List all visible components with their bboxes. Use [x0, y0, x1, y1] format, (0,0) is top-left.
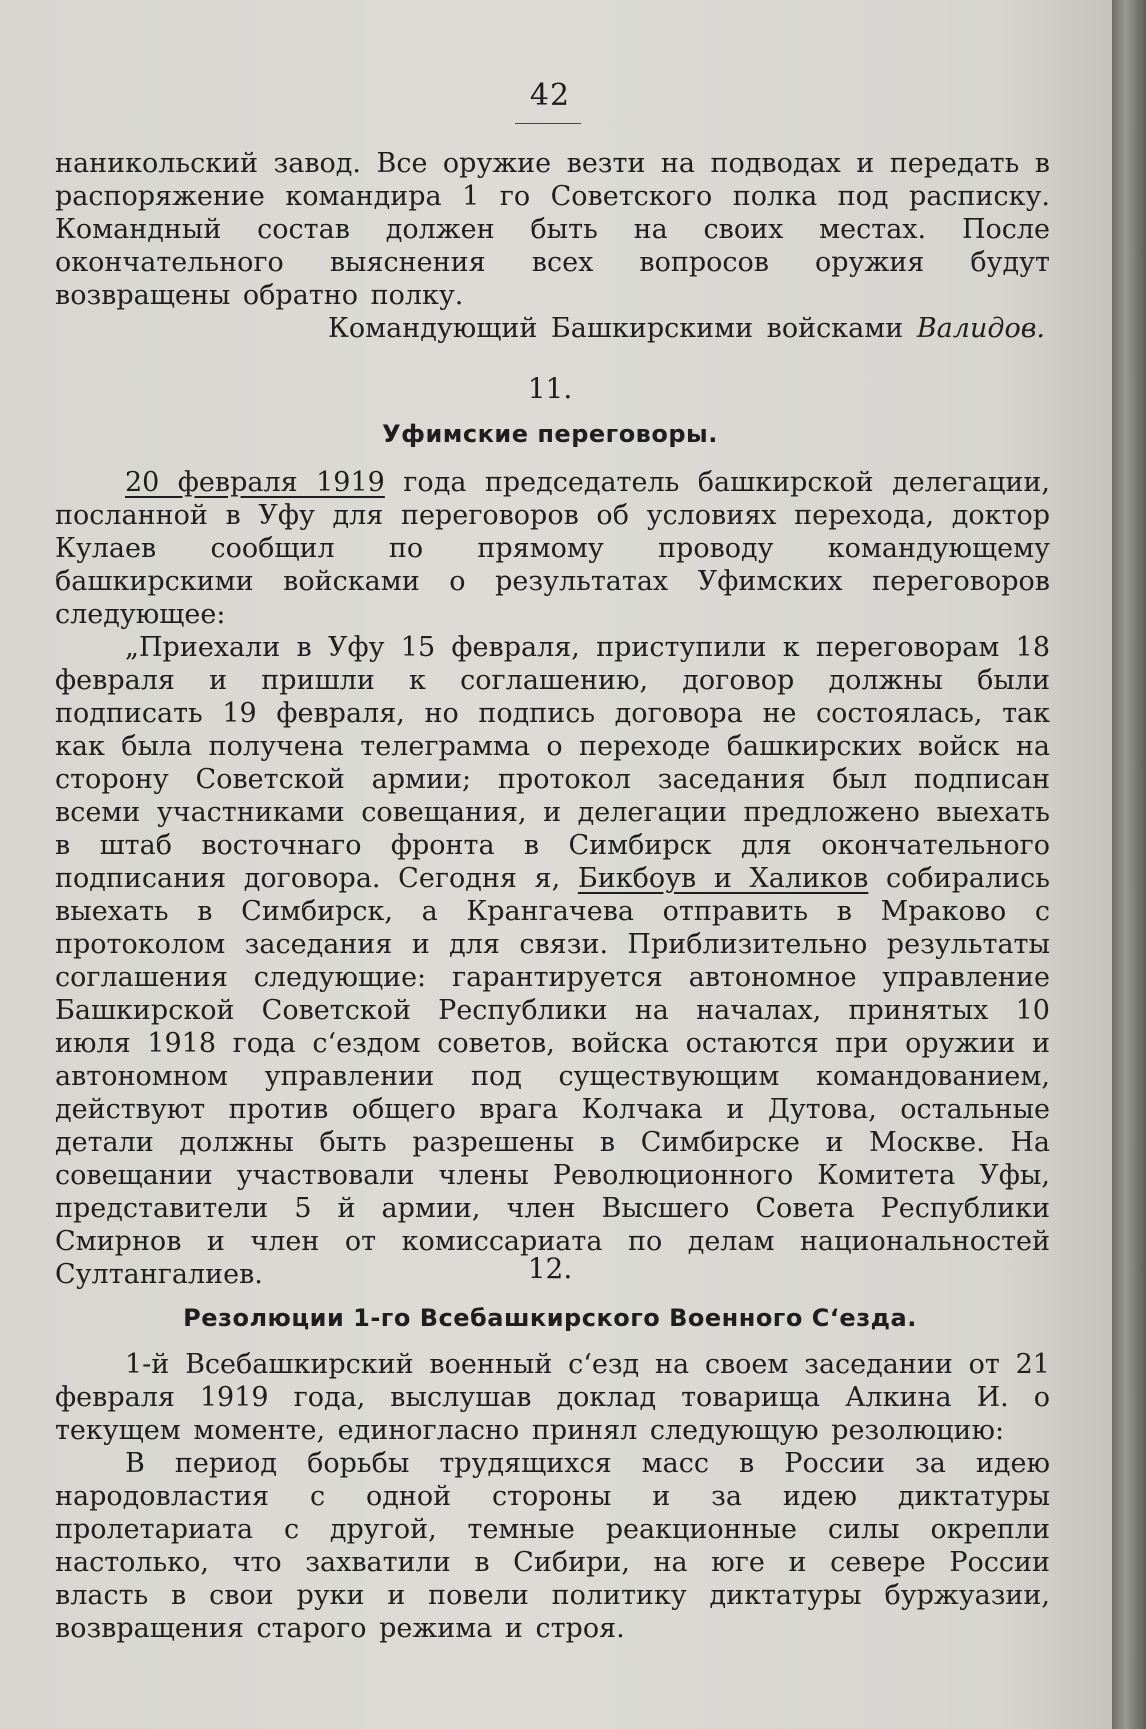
section-12-para-1: 1-й Всебашкирский военный с‘езд на своем заседании от 21 февраля 1919 года, выслушав доклад товарища Алкина И. о текущем моменте, единогласно принял следующую резолюцию:	[55, 1349, 1050, 1446]
page-number-rule	[515, 123, 581, 124]
intro-underlined-date: 20 февраля 1919	[125, 467, 385, 498]
section-11-body	[55, 466, 1050, 1291]
section-12-heading: Резолюции 1-го Всебашкирского Военного С‘езда.	[183, 1304, 917, 1332]
section-12-para-2: В период борьбы трудящихся масс в России за идею народовластия с одной стороны и за идею диктатуры пролетариата с другой, темные реакционные силы окрепли настолько, что захватили в Сибири, на юге и севере России власть в свои руки и повели политику диктатуры буржуазии, возвращения старого режима и строя.	[55, 1448, 1050, 1644]
section-11-intro	[55, 466, 1050, 631]
page-number: 42	[529, 78, 571, 113]
quote-before: „Приехали в Уфу 15 февраля, приступили к переговорам 18 февраля и пришли к соглашению, договор должны были подписать 19 февраля, но подпись договора не состоялась, так как была получена телеграмма о переходе башкирских войск на сторону Советской армии; протокол заседания был подписан всеми участниками совещания, и делегации предложено выехать в штаб восточнаго фронта в Симбирск для окончательного подписания договора. Сегодня я,	[55, 632, 1050, 894]
intro-rest: года председатель башкирской делегации, посланной в Уфу для переговоров об условиях перехода, доктор Кулаев сообщил по прямому проводу командующему башкирскими войсками о результатах Уфимских переговоров следующее:	[55, 467, 1050, 630]
top-paragraph-block	[55, 147, 1050, 312]
quote-underlined-names: Бикбоув и Халиков	[577, 863, 869, 894]
top-paragraph: наникольский завод. Все оружие везти на подводах и передать в распоряжение командира 1 го Советского полка под расписку. Командный состав должен быть на своих местах. После окончательного выяснения всех вопросов оружия будут возвращены обратно полку.	[55, 148, 1050, 311]
section-11-heading: Уфимские переговоры.	[382, 420, 718, 448]
section-11-number: 11.	[527, 372, 573, 405]
section-11-quote	[55, 631, 1050, 1291]
signature-title: Командующий Башкирскими войсками	[327, 313, 904, 344]
section-12-body	[55, 1348, 1050, 1645]
book-gutter	[1112, 0, 1146, 1729]
signature-name: Валидов.	[916, 313, 1045, 344]
section-12-number: 12.	[527, 1252, 573, 1285]
signature	[55, 312, 1045, 345]
quote-after: собирались выехать в Симбирск, а Крангачева отправить в Мраково с протоколом заседания и для связи. Приблизительно результаты соглашения следующие: гарантируется автономное управление Башкирской Советской Республики на началах, принятых 10 июля 1918 года с‘ездом советов, войска остаются при оружии и автономном управлении под существующим командованием, действуют против общего врага Колчака и Дутова, остальные детали должны быть разрешены в Симбирске и Москве. На совещании участвовали члены Революционного Комитета Уфы, представители 5 й армии, член Высшего Совета Республики Смирнов и член от комиссариата по делам национальностей Султангалиев.	[55, 863, 1050, 1290]
